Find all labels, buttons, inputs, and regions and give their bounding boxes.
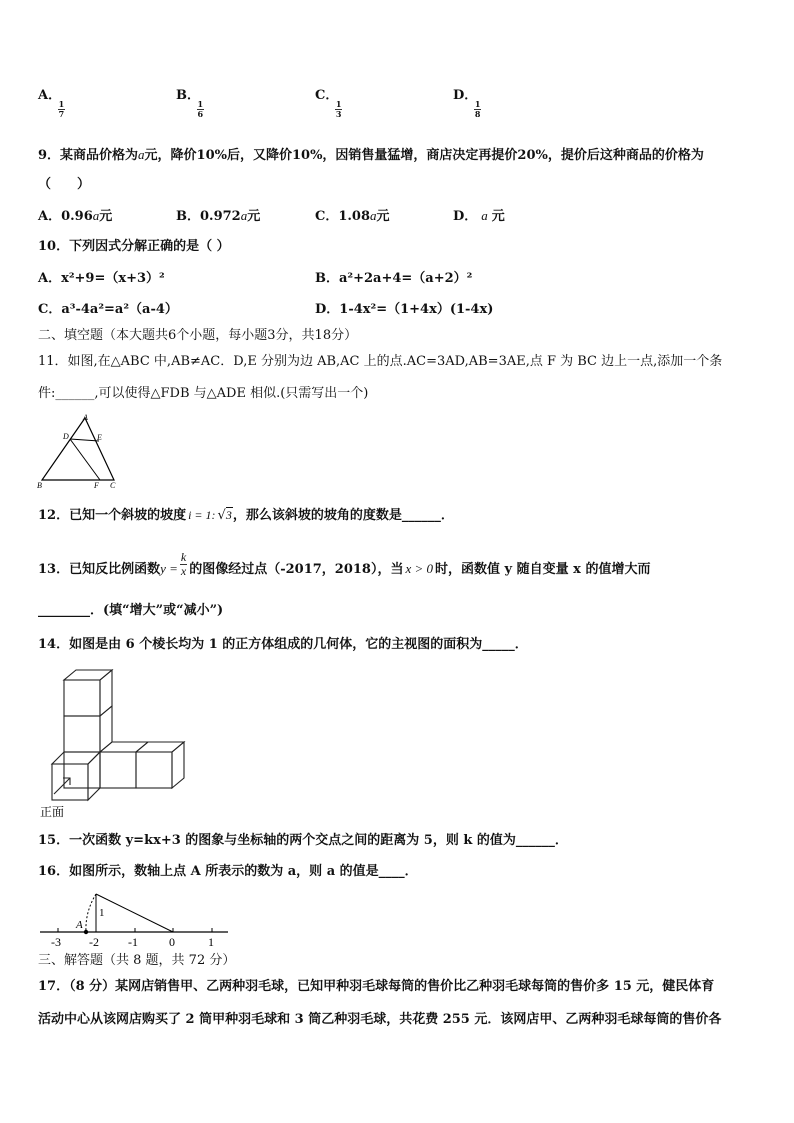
q8-a-fraction: $\frac{1}{7}$ [58,99,65,119]
q15-stem: 15．一次函数 y=kx+3 的图象与坐标轴的两个交点之间的距离为 5，则 k 的值为______． [38,833,568,848]
tick-label-m1: -1 [128,935,138,949]
cube-side-front [88,752,100,800]
q11-triangle-figure [36,412,126,490]
arc-dashed [86,894,96,932]
q9-option-c: C．1.08a元 [315,208,390,224]
q8-d-fraction: $\frac{1}{8}$ [474,99,481,119]
q10-option-a: A．x²+9=（x+3）² [38,271,165,286]
q8-c-fraction: $\frac{1}{3}$ [335,99,342,119]
cube-top-front [52,752,100,764]
q9-stem: 9．某商品价格为a元，降价10%后，又降价10%，因销售量猛增，商店决定再提价20%，提价后这种商品的价格为 [38,147,704,163]
cube-top-right2 [136,742,184,752]
point-a-label: A [76,919,83,931]
cube-front-right1 [100,752,136,788]
q8-b-fraction: $\frac{1}{6}$ [197,99,204,119]
q8-option-d: D． $\frac{1}{8}$ [453,88,481,119]
tick-label-m2: -2 [89,935,99,949]
q8-option-b: B． $\frac{1}{6}$ [176,88,204,119]
cube-side-middle [100,706,112,752]
section-2-heading: 二、填空题（本大题共6个小题，每小题3分，共18分） [38,328,358,343]
cube-top-right1 [100,742,148,752]
q10-option-c: C．a³-4a²=a²（a-4） [38,302,178,317]
q13-line1: 13．已知反比例函数y = $\frac{k}{x}$ 的图像经过点（-2017，2018），当 x > 0 时，函数值 y 随自变量 x 的值增大而 [38,550,651,578]
cube-side-right2 [172,742,184,788]
segment-df [70,439,100,480]
cube-front-upper [64,680,100,716]
cube-side-upper [100,670,112,716]
triangle-abc [42,418,114,480]
cube-top-upper [64,670,112,680]
q12-stem: 12．已知一个斜坡的坡度 i = 1: √3，那么该斜坡的坡角的度数是______． [38,508,454,523]
tick-label-1: 1 [208,935,214,949]
tick-label-m3: -3 [51,935,61,949]
sqrt-sign: √ [217,508,226,523]
label-a: A [83,413,88,422]
point-a-dot [84,930,88,934]
q13-fraction: $\frac{k}{x}$ [180,550,187,578]
label-e: E [97,433,102,442]
q14-stem: 14．如图是由 6 个棱长均为 1 的正方体组成的几何体，它的主视图的面积为_____． [38,637,528,652]
section-3-heading: 三、解答题（共 8 题，共 72 分） [38,953,236,968]
hypotenuse [96,894,173,932]
q17-line2: 活动中心从该网店购买了 2 筒甲种羽毛球和 3 筒乙种羽毛球，共花费 255 元．该网店甲、乙两种羽毛球每筒的售价各 [38,1012,722,1027]
q8-option-a: A． $\frac{1}{7}$ [38,88,65,119]
cube-front-right2 [136,752,172,788]
q16-number-line-figure [38,888,234,950]
q10-option-d: D．1-4x²=（1+4x）(1-4x) [315,302,494,317]
front-arrow [54,778,70,794]
label-d: D [63,432,69,441]
cube-front-middle [64,716,100,752]
q9-option-b: B．0.972a元 [176,208,261,224]
q8-option-c: C． $\frac{1}{3}$ [315,88,342,119]
q13-line2: ________．(填“增大”或“减小”) [38,603,224,618]
q9-blank: （ ） [38,177,91,192]
front-label: 正面 [40,805,65,819]
height-label: 1 [99,907,105,919]
q9-option-d: D． a 元 [453,208,505,224]
q14-cube-figure [38,666,188,822]
q16-stem: 16．如图所示，数轴上点 A 所表示的数为 a，则 a 的值是____． [38,864,418,879]
tick-label-0: 0 [169,935,175,949]
q10-stem: 10．下列因式分解正确的是（ ） [38,239,230,254]
label-b: B [37,481,42,490]
q17-line1: 17．（8 分）某网店销售甲、乙两种羽毛球，已知甲种羽毛球每筒的售价比乙种羽毛球每筒的售价多 15 元，健民体育 [38,979,715,994]
label-c: C [110,481,116,490]
q9-option-a: A．0.96a元 [38,208,113,224]
label-f: F [94,481,99,490]
q10-option-b: B．a²+2a+4=（a+2）² [315,271,473,286]
q11-line1: 11．如图,在△ABC 中,AB≠AC．D,E 分别为边 AB,AC 上的点.AC=3AD,AB=3AE,点 F 为 BC 边上一点,添加一个条 [38,354,723,369]
q11-line2: 件:______,可以使得△FDB 与△ADE 相似.(只需写出一个) [38,386,369,401]
